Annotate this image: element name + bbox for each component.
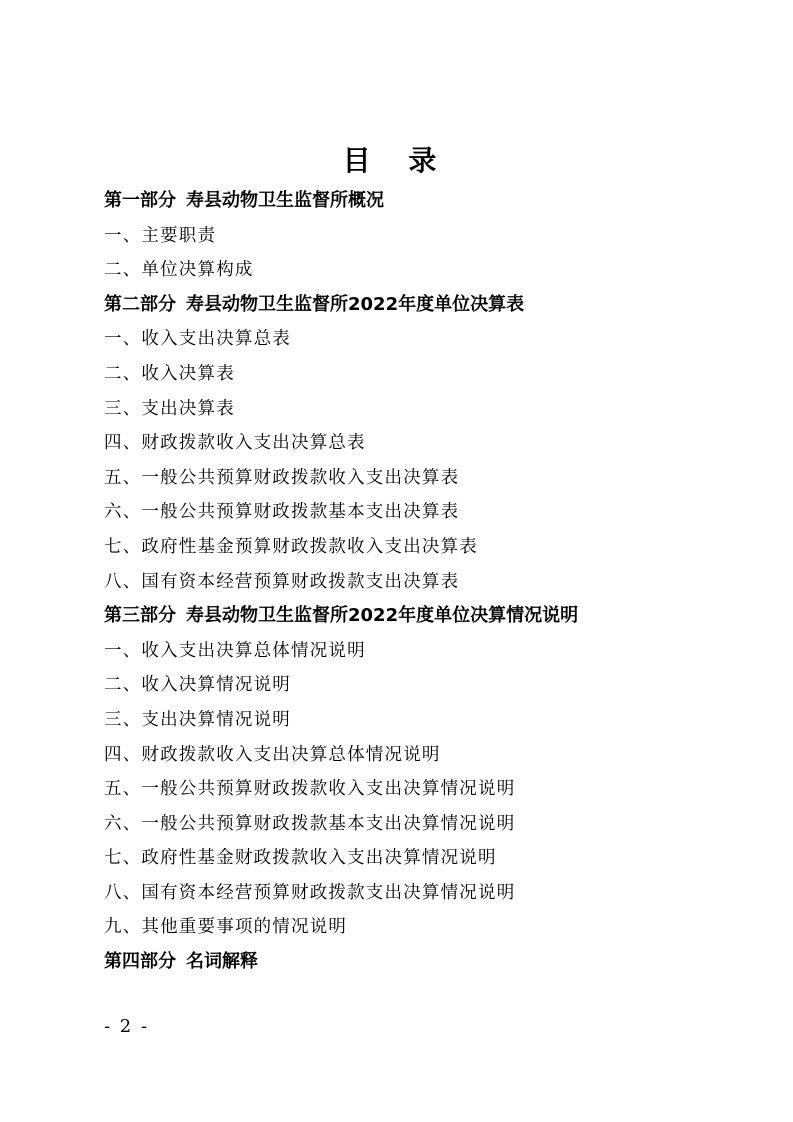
toc-part-heading (104, 945, 764, 980)
toc-part-heading (104, 288, 764, 323)
toc-item: 二、收入决算情况说明 (104, 675, 291, 696)
toc-part-label: 第一部分 (104, 190, 176, 211)
page-number: - 2 - (104, 1016, 150, 1037)
table-of-contents (104, 184, 764, 980)
toc-item: 六、一般公共预算财政拨款基本支出决算表 (104, 502, 460, 523)
toc-part-label: 第三部分 (104, 605, 176, 627)
toc-part-label: 第四部分 (104, 951, 176, 973)
toc-item: 一、收入支出决算总体情况说明 (104, 640, 366, 661)
toc-part-title: 寿县动物卫生监督所2022年度单位决算表 (186, 293, 525, 315)
toc-item: 一、主要职责 (104, 225, 217, 246)
toc-part-title: 名词解释 (186, 951, 258, 973)
toc-item: 二、收入决算表 (104, 363, 235, 384)
toc-item: 二、单位决算构成 (104, 260, 254, 281)
toc-item: 三、支出决算表 (104, 398, 235, 419)
toc-item: 九、其他重要事项的情况说明 (104, 917, 348, 938)
toc-item: 七、政府性基金预算财政拨款收入支出决算表 (104, 536, 478, 557)
toc-item: 五、一般公共预算财政拨款收入支出决算情况说明 (104, 779, 516, 800)
toc-item: 五、一般公共预算财政拨款收入支出决算表 (104, 467, 460, 488)
toc-item: 三、支出决算情况说明 (104, 709, 291, 730)
toc-item: 四、财政拨款收入支出决算总体情况说明 (104, 744, 441, 765)
toc-part-title: 寿县动物卫生监督所概况 (186, 190, 384, 211)
toc-item: 七、政府性基金财政拨款收入支出决算情况说明 (104, 848, 497, 869)
toc-part-label: 第二部分 (104, 293, 176, 315)
page-title: 目 录 (342, 144, 451, 177)
toc-item: 八、国有资本经营预算财政拨款支出决算表 (104, 571, 460, 592)
toc-item: 一、收入支出决算总表 (104, 329, 291, 350)
toc-part-heading (104, 599, 764, 634)
toc-item: 六、一般公共预算财政拨款基本支出决算情况说明 (104, 813, 516, 834)
toc-item: 八、国有资本经营预算财政拨款支出决算情况说明 (104, 882, 516, 903)
toc-part-title: 寿县动物卫生监督所2022年度单位决算情况说明 (186, 605, 579, 627)
toc-part-heading (104, 184, 764, 219)
toc-item: 四、财政拨款收入支出决算总表 (104, 433, 366, 454)
